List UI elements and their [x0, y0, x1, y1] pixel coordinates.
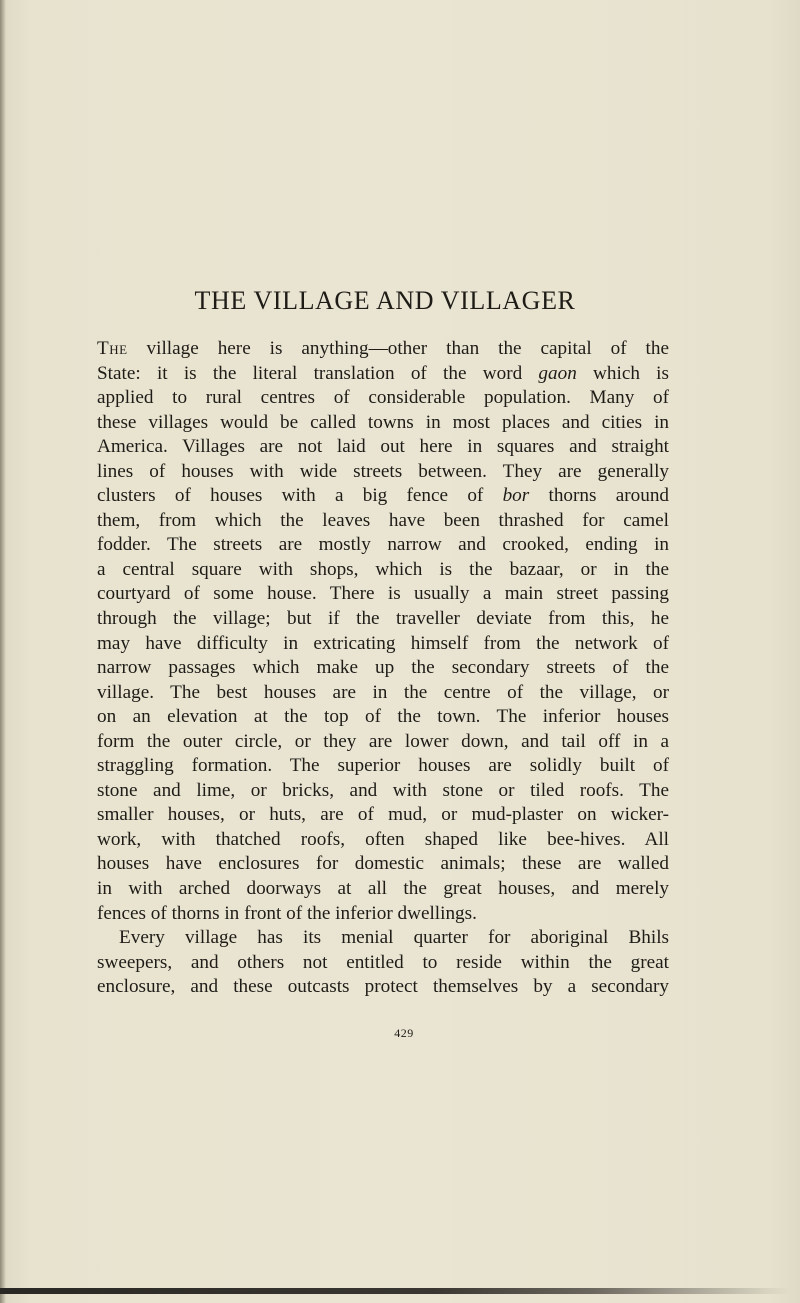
text-line: may have difficulty in extricating himself from the network of: [97, 632, 669, 654]
text-line: on an elevation at the top of the town. The inferior houses: [97, 706, 669, 728]
paragraph-1: [97, 337, 669, 926]
italic-word: gaon: [538, 362, 577, 384]
text-line: smaller houses, or huts, are of mud, or mud-plaster on wicker-: [97, 804, 669, 826]
page-number: 429: [394, 1026, 414, 1040]
text-line: clusters of houses with a big fence of bor thorns around: [97, 485, 670, 507]
text-line: in with arched doorways at all the great houses, and merely: [97, 878, 669, 900]
text-line: through the village; but if the traveller deviate from this, he: [97, 608, 669, 630]
page-binding-edge: [0, 0, 6, 1303]
text-line: them, from which the leaves have been thrashed for camel: [97, 509, 669, 531]
text-line: village. The best houses are in the centre of the village, or: [97, 681, 669, 703]
chapter-heading: THE VILLAGE AND VILLAGER: [194, 286, 576, 315]
text-line: Every village has its menial quarter for aboriginal Bhils: [119, 927, 669, 949]
text-line: these villages would be called towns in most places and cities in: [97, 411, 669, 433]
text-line: form the outer circle, or they are lower down, and tail off in a: [97, 730, 669, 752]
lead-word: The: [97, 338, 128, 359]
text-line: America. Villages are not laid out here in squares and straight: [97, 436, 669, 458]
text-line: straggling formation. The superior houses are solidly built of: [97, 755, 669, 777]
text-line: sweepers, and others not entitled to reside within the great: [97, 951, 669, 973]
text-line: [97, 337, 669, 362]
text-line: fences of thorns in front of the inferior dwellings.: [97, 902, 477, 924]
text-line: narrow passages which make up the secondary streets of the: [97, 657, 669, 679]
text-line: stone and lime, or bricks, and with stone or tiled roofs. The: [97, 779, 669, 801]
paragraph-2: [97, 926, 669, 1000]
text-line: a central square with shops, which is the bazaar, or in the: [97, 558, 669, 580]
bottom-scan-edge: [0, 1288, 790, 1294]
text-line: applied to rural centres of considerable population. Many of: [97, 387, 669, 409]
text-line: work, with thatched roofs, often shaped like bee-hives. All: [97, 828, 669, 850]
italic-word: bor: [502, 485, 530, 507]
text-line: lines of houses with wide streets between. They are generally: [97, 460, 669, 482]
text-line-rest: village here is anything—other than the capital of the: [127, 338, 669, 359]
text-line: enclosure, and these outcasts protect themselves by a secondary: [97, 976, 669, 998]
body-text: [97, 337, 669, 1000]
text-line: State: it is the literal translation of the word gaon which is: [97, 362, 669, 384]
text-line: houses have enclosures for domestic animals; these are walled: [97, 853, 669, 875]
text-line: fodder. The streets are mostly narrow and crooked, ending in: [97, 534, 669, 556]
text-line: courtyard of some house. There is usually a main street passing: [97, 583, 669, 605]
